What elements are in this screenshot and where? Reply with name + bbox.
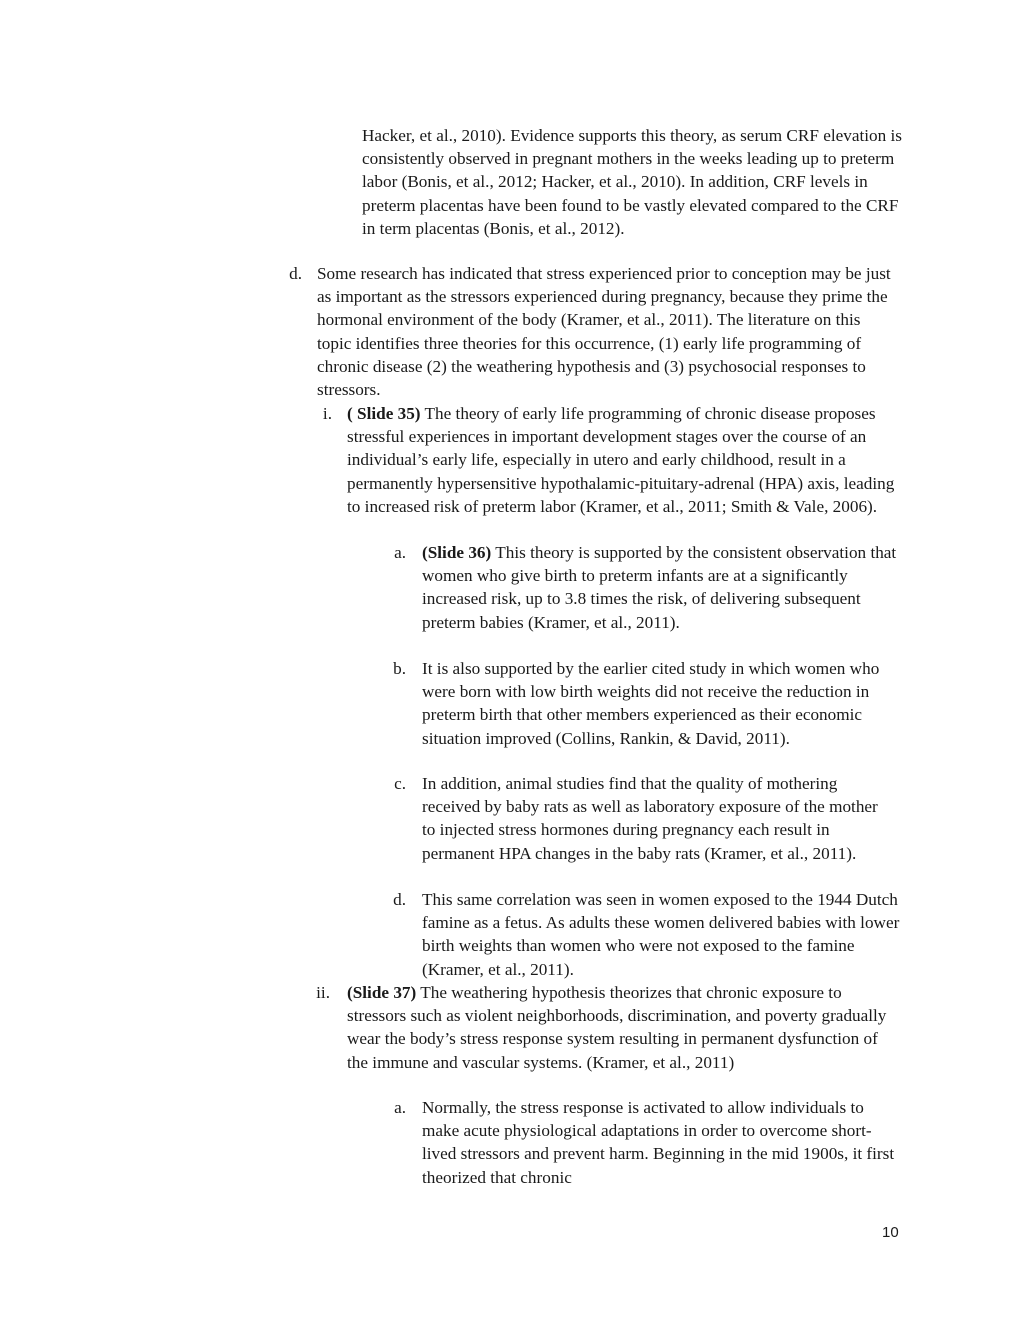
item-d-text: Some research has indicated that stress experienced prior to conception may be just as important as the stressors experienced during pregnancy, because they prime the hormonal environment of the body (Kramer, et al., 2011). The literature on this topic identifies three theories for this occurrence, (1) early life programming of chronic disease (2) the weathering hypothesis and (3) psychosocial responses to stressors. <box>317 264 891 400</box>
item-i-c-text: In addition, animal studies find that the quality of mothering received by baby rats as well as laboratory exposure of the mother to injected stress hormones during pregnancy each result in permanent HPA changes in the baby rats (Kramer, et al., 2011). <box>422 774 878 863</box>
item-i-a-slide-ref: (Slide 36) <box>422 543 492 562</box>
item-ii-text: The weathering hypothesis theorizes that chronic exposure to stressors such as violent neighborhoods, discrimination, and poverty gradually wear the body’s stress response system resulting in permanent dysfunction of the immune and vascular systems. (Kramer, et al., 2011) <box>347 983 887 1072</box>
item-d-label: d. <box>289 264 302 283</box>
item-i-a-label: a. <box>394 543 406 562</box>
item-i-c-label: c. <box>394 774 406 793</box>
item-ii-paragraph <box>347 981 892 1074</box>
item-i-slide-ref: ( Slide 35) <box>347 404 421 423</box>
item-i-text: The theory of early life programming of chronic disease proposes stressful experiences in important development stages over the course of an individual’s early life, especially in utero and early childhood, result in a permanently hypersensitive hypothalamic-pituitary-adrenal (HPA) axis, leading to increased risk of preterm labor (Kramer, et al., 2011; Smith & Vale, 2006). <box>347 404 895 516</box>
page-number: 10 <box>882 1224 899 1241</box>
item-i-a-text: This theory is supported by the consistent observation that women who give birth to preterm infants are at a significantly increased risk, up to 3.8 times the risk, of delivering subsequent preterm babies (Kramer, et al., 2011). <box>422 543 897 632</box>
item-ii-a-text: Normally, the stress response is activated to allow individuals to make acute physiological adaptations in order to overcome short-lived stressors and prevent harm. Beginning in the mid 1900s, it first theorized that chronic <box>422 1098 895 1187</box>
item-i-b-text: It is also supported by the earlier cited study in which women who were born with low birth weights did not receive the reduction in preterm birth that other members experienced as their economic situation improved (Collins, Rankin, & David, 2011). <box>422 659 880 748</box>
item-i-paragraph <box>347 402 902 518</box>
item-ii-slide-ref: (Slide 37) <box>347 983 417 1002</box>
item-i-label: i. <box>322 404 332 423</box>
item-i-d-label: d. <box>393 890 406 909</box>
item-i-d-text: This same correlation was seen in women exposed to the 1944 Dutch famine as a fetus. As adults these women delivered babies with lower birth weights than women who were not exposed to the famine (Kramer, et al., 2011). <box>422 890 900 979</box>
item-ii-a-label: a. <box>394 1098 406 1117</box>
item-i-a-paragraph <box>422 541 904 634</box>
item-ii-label: ii. <box>316 983 330 1002</box>
item-i-b-label: b. <box>393 659 406 678</box>
continuation-paragraph: Hacker, et al., 2010). Evidence supports this theory, as serum CRF elevation is consistently observed in pregnant mothers in the weeks leading up to preterm labor (Bonis, et al., 2012; Hacker, et al., 2010). In addition, CRF levels in preterm placentas have been found to be vastly elevated compared to the CRF in term placentas (Bonis, et al., 2012). <box>362 126 902 238</box>
